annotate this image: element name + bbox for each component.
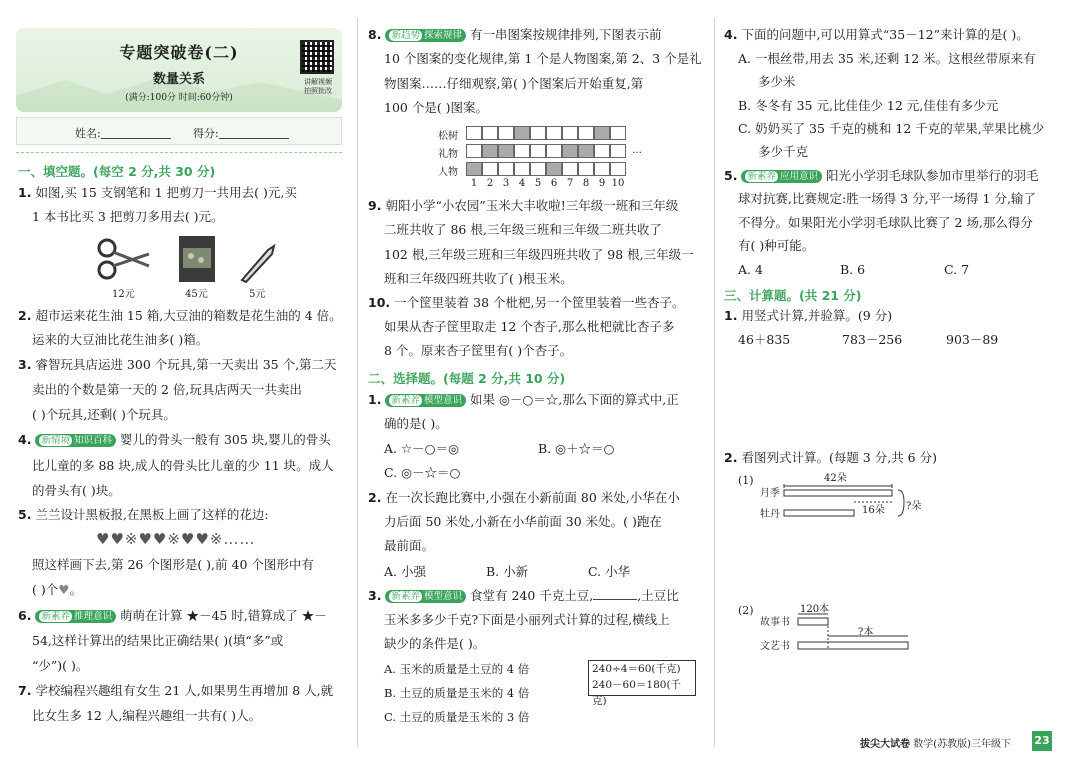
q8-line3: 物图案……仔细观察,第( )个图案后开始重复,第 xyxy=(384,76,644,91)
q8-line4: 100 个是( )图案。 xyxy=(384,100,489,115)
heart-pattern: ♥♥※♥♥※♥♥※…… xyxy=(96,530,256,548)
grid-ellipsis: … xyxy=(632,145,642,156)
grid-row-label: 礼物 xyxy=(438,149,458,160)
exam-title: 专题突破卷(二) xyxy=(119,43,239,62)
q10-line2: 如果从杏子筐里取走 12 个杏子,那么枇杷就比杏子多 xyxy=(384,319,675,334)
qr-caption: 讲解视频 拍照批改 xyxy=(304,78,332,95)
section-calc-heading: 三、计算题。(共 21 分) xyxy=(724,288,862,303)
c4-opt-b[interactable]: B. 冬冬有 35 元,比佳佳少 12 元,佳佳有多少元 xyxy=(738,98,999,113)
c3-opt-c[interactable]: C. 土豆的质量是玉米的 3 倍 xyxy=(384,710,530,724)
d2-top-label: 120本 xyxy=(800,604,830,615)
grid-col-label: 9 xyxy=(598,178,606,189)
section-choice-heading: 二、选择题。(每题 2 分,共 10 分) xyxy=(368,371,566,386)
d2-label: (2) xyxy=(738,604,754,617)
name-score-bar xyxy=(16,117,342,145)
name-field[interactable] xyxy=(101,129,171,139)
q9-line4: 班和三年级四班共收了( )根玉米。 xyxy=(384,271,573,286)
q9-line1: 9. 朝阳小学“小农园”玉米大丰收啦!三年级一班和三年级 xyxy=(368,198,679,213)
c2-line3: 最前面。 xyxy=(384,538,435,553)
c5-opt-c[interactable]: C. 7 xyxy=(944,262,970,277)
d1-top-label: 42朵 xyxy=(824,473,847,484)
c5-line2: 球对抗赛,比赛规定:胜一场得 3 分,平一场得 1 分,输了 xyxy=(738,191,1036,206)
q8-line1: 8. 新趋势 探索规律 有一串图案按规律排列,下图表示前 xyxy=(368,27,662,42)
grid-col-label: 10 xyxy=(611,178,625,189)
grid-col-label: 2 xyxy=(486,178,494,189)
q6-line1: 6. 新素养 推理意识 萌萌在计算 ★－45 时,错算成了 ★－ xyxy=(18,608,327,623)
q4-line1: 4. 新情境 知识百科 婴儿的骨头一般有 305 块,婴儿的骨头 xyxy=(18,432,331,447)
d2-row-a: 故事书 xyxy=(760,617,790,628)
c3-line2: 玉米多多少千克?下面是小丽列式计算的过程,横线上 xyxy=(384,612,670,627)
c2-opt-a[interactable]: A. 小强 xyxy=(384,564,426,579)
grid-col-label: 4 xyxy=(518,178,526,189)
badge-tuili: 新素养 推理意识 xyxy=(35,610,116,623)
c1-opt-a[interactable]: A. ☆－○＝◎ xyxy=(384,441,459,456)
q6-line3: “少”)( )。 xyxy=(32,658,89,673)
k1-line: 1. 用竖式计算,并验算。(9 分) xyxy=(724,308,893,323)
c4-line1: 4. 下面的问题中,可以用算式“35－12”来计算的是( )。 xyxy=(724,27,1029,42)
d1-row-a: 月季 xyxy=(760,488,780,499)
c3-opt-a[interactable]: A. 玉米的质量是土豆的 4 倍 xyxy=(384,662,530,676)
grid-col-label: 7 xyxy=(566,178,574,189)
c5-line4: 有( )种可能。 xyxy=(738,238,815,253)
k1-expr-3: 903－89 xyxy=(946,332,999,347)
d1-row-b: 牡丹 xyxy=(760,509,780,520)
q5-line3: ( )个♥。 xyxy=(32,582,82,597)
q3-line3: ( )个玩具,还剩( )个玩具。 xyxy=(32,407,176,422)
exam-header xyxy=(16,28,342,112)
scissors-icon xyxy=(95,236,153,284)
q3-line1: 3. 睿智玩具店运进 300 个玩具,第一天卖出 35 个,第二天 xyxy=(18,357,337,372)
q9-line3: 102 根,三年级三班和三年级四班共收了 98 根,三年级一 xyxy=(384,247,694,262)
c3-line1: 3. 新素养 模型意识 食堂有 240 千克土豆, ,土豆比 xyxy=(368,588,679,603)
q8-line2: 10 个图案的变化规律,第 1 个是人物图案,第 2、3 个是礼 xyxy=(384,51,702,66)
c2-opt-b[interactable]: B. 小新 xyxy=(486,564,529,579)
name-label: 姓名: xyxy=(75,125,171,141)
c2-opt-c[interactable]: C. 小华 xyxy=(588,564,631,579)
c1-opt-b[interactable]: B. ◎＋☆＝○ xyxy=(538,441,615,456)
grid-col-label: 3 xyxy=(502,178,510,189)
c4-opt-c2: 多少千克 xyxy=(758,144,809,159)
c5-opt-b[interactable]: B. 6 xyxy=(840,262,866,277)
q7-line1: 7. 学校编程兴趣组有女生 21 人,如果男生再增加 8 人,就 xyxy=(18,683,334,698)
badge-yingyong: 新素养 应用意识 xyxy=(741,170,822,183)
q6-line2: 54,这样计算出的结果比正确结果( )(填“多”或 xyxy=(32,633,284,648)
exam-subtitle: 数量关系 xyxy=(152,72,205,87)
c2-line1: 2. 在一次长跑比赛中,小强在小新前面 80 米处,小华在小 xyxy=(368,490,680,505)
q4-line2: 比儿童的多 88 块,成人的骨头比儿童的少 11 块。成人 xyxy=(32,458,334,473)
q9-line2: 二班共收了 86 根,三年级三班和三年级二班共收了 xyxy=(384,222,662,237)
column-divider xyxy=(357,18,358,747)
book-price: 45元 xyxy=(185,289,208,300)
c3-line3: 缺少的条件是( )。 xyxy=(384,636,486,651)
q5-line2: 照这样画下去,第 26 个图形是( ),前 40 个图形中有 xyxy=(32,557,314,572)
page-number: 23 xyxy=(1032,731,1052,751)
divider xyxy=(16,152,342,153)
q4-line3: 的骨头有( )块。 xyxy=(32,483,121,498)
q7-line2: 比女生多 12 人,编程兴趣组一共有( )人。 xyxy=(32,708,262,723)
d1-question: ?朵 xyxy=(906,501,922,512)
badge-moxing-2: 新素养 模型意识 xyxy=(385,590,466,603)
q3-line2: 卖出的个数是第一天的 2 倍,玩具店两天一共卖出 xyxy=(32,382,302,397)
exam-meta: (满分:100分 时间:60分钟) xyxy=(125,93,233,103)
c3-opt-b[interactable]: B. 土豆的质量是玉米的 4 倍 xyxy=(384,686,530,700)
q1-line2: 1 本书比买 3 把剪刀多用去( )元。 xyxy=(32,209,224,224)
right-column xyxy=(720,0,1080,765)
q2-line2: 运来的大豆油比花生油多( )箱。 xyxy=(32,332,209,347)
c1-opt-c[interactable]: C. ◎－☆＝○ xyxy=(384,465,461,480)
heart-icon: ♥ xyxy=(58,582,70,597)
q2-line1: 2. 超市运来花生油 15 箱,大豆油的箱数是花生油的 4 倍。 xyxy=(18,308,342,323)
diagram-1-bars xyxy=(780,482,910,522)
badge-guilv: 新趋势 探索规律 xyxy=(385,29,466,42)
score-field[interactable] xyxy=(219,129,289,139)
qr-code-icon[interactable] xyxy=(300,40,334,74)
calc-box: 240÷4＝60(千克) 240－60＝180(千克) xyxy=(588,660,696,696)
middle-column-lower xyxy=(360,0,712,765)
pen-price: 5元 xyxy=(249,289,266,300)
c5-opt-a[interactable]: A. 4 xyxy=(738,262,763,277)
c1-line2: 确的是( )。 xyxy=(384,416,448,431)
k1-expr-1: 46＋835 xyxy=(738,332,791,347)
k1-expr-2: 783－256 xyxy=(842,332,903,347)
pen-icon xyxy=(238,242,278,284)
d1-mid-label: 16朵 xyxy=(862,505,885,516)
q1-line1: 1. 如图,买 15 支钢笔和 1 把剪刀一共用去( )元,买 xyxy=(18,185,297,200)
diagram-2-bars xyxy=(796,612,916,652)
c5-line3: 不得分。如果阳光小学羽毛球队比赛了 2 场,那么得分 xyxy=(738,215,1033,230)
grid-row-label: 松树 xyxy=(438,131,458,142)
d1-label: (1) xyxy=(738,474,754,487)
d2-question: ?本 xyxy=(858,627,874,638)
c5-line1: 5. 新素养 应用意识 阳光小学羽毛球队参加市里举行的羽毛 xyxy=(724,168,1039,183)
score-label: 得分: xyxy=(193,125,289,141)
badge-new-qingjing: 新情境 知识百科 xyxy=(35,434,116,447)
left-column xyxy=(0,0,355,765)
k2-line: 2. 看图列式计算。(每题 3 分,共 6 分) xyxy=(724,450,937,465)
grid-row-label: 人物 xyxy=(438,167,458,178)
grid-col-label: 6 xyxy=(550,178,558,189)
grid-col-label: 5 xyxy=(534,178,542,189)
book-icon xyxy=(177,234,217,284)
scissors-price: 12元 xyxy=(112,289,135,300)
c4-opt-c[interactable]: C. 奶奶买了 35 千克的桃和 12 千克的苹果,苹果比桃少 xyxy=(738,121,1045,136)
q5-line1: 5. 兰兰设计黑板报,在黑板上画了这样的花边: xyxy=(18,507,269,522)
c4-opt-a[interactable]: A. 一根丝带,用去 35 米,还剩 12 米。这根丝带原来有 xyxy=(738,51,1036,66)
d2-row-b: 文艺书 xyxy=(760,641,790,652)
c1-line1: 1. 新素养 模型意识 如果 ◎－○＝☆,那么下面的算式中,正 xyxy=(368,392,679,407)
c2-line2: 力后面 50 米处,小新在小华前面 30 米处。( )跑在 xyxy=(384,514,662,529)
footer-text: 拔尖大试卷 数学(苏教版)三年级下 xyxy=(860,739,1011,750)
q10-line1: 10. 一个筐里装着 38 个枇杷,另一个筐里装着一些杏子。 xyxy=(368,295,685,310)
q10-line3: 8 个。原来杏子筐里有( )个杏子。 xyxy=(384,343,573,358)
section-fill-heading: 一、填空题。(每空 2 分,共 30 分) xyxy=(18,164,216,179)
grid-col-label: 8 xyxy=(582,178,590,189)
grid-col-label: 1 xyxy=(470,178,478,189)
badge-moxing-1: 新素养 模型意识 xyxy=(385,394,466,407)
column-divider-2 xyxy=(714,18,715,747)
c4-opt-a2: 多少米 xyxy=(758,74,796,89)
